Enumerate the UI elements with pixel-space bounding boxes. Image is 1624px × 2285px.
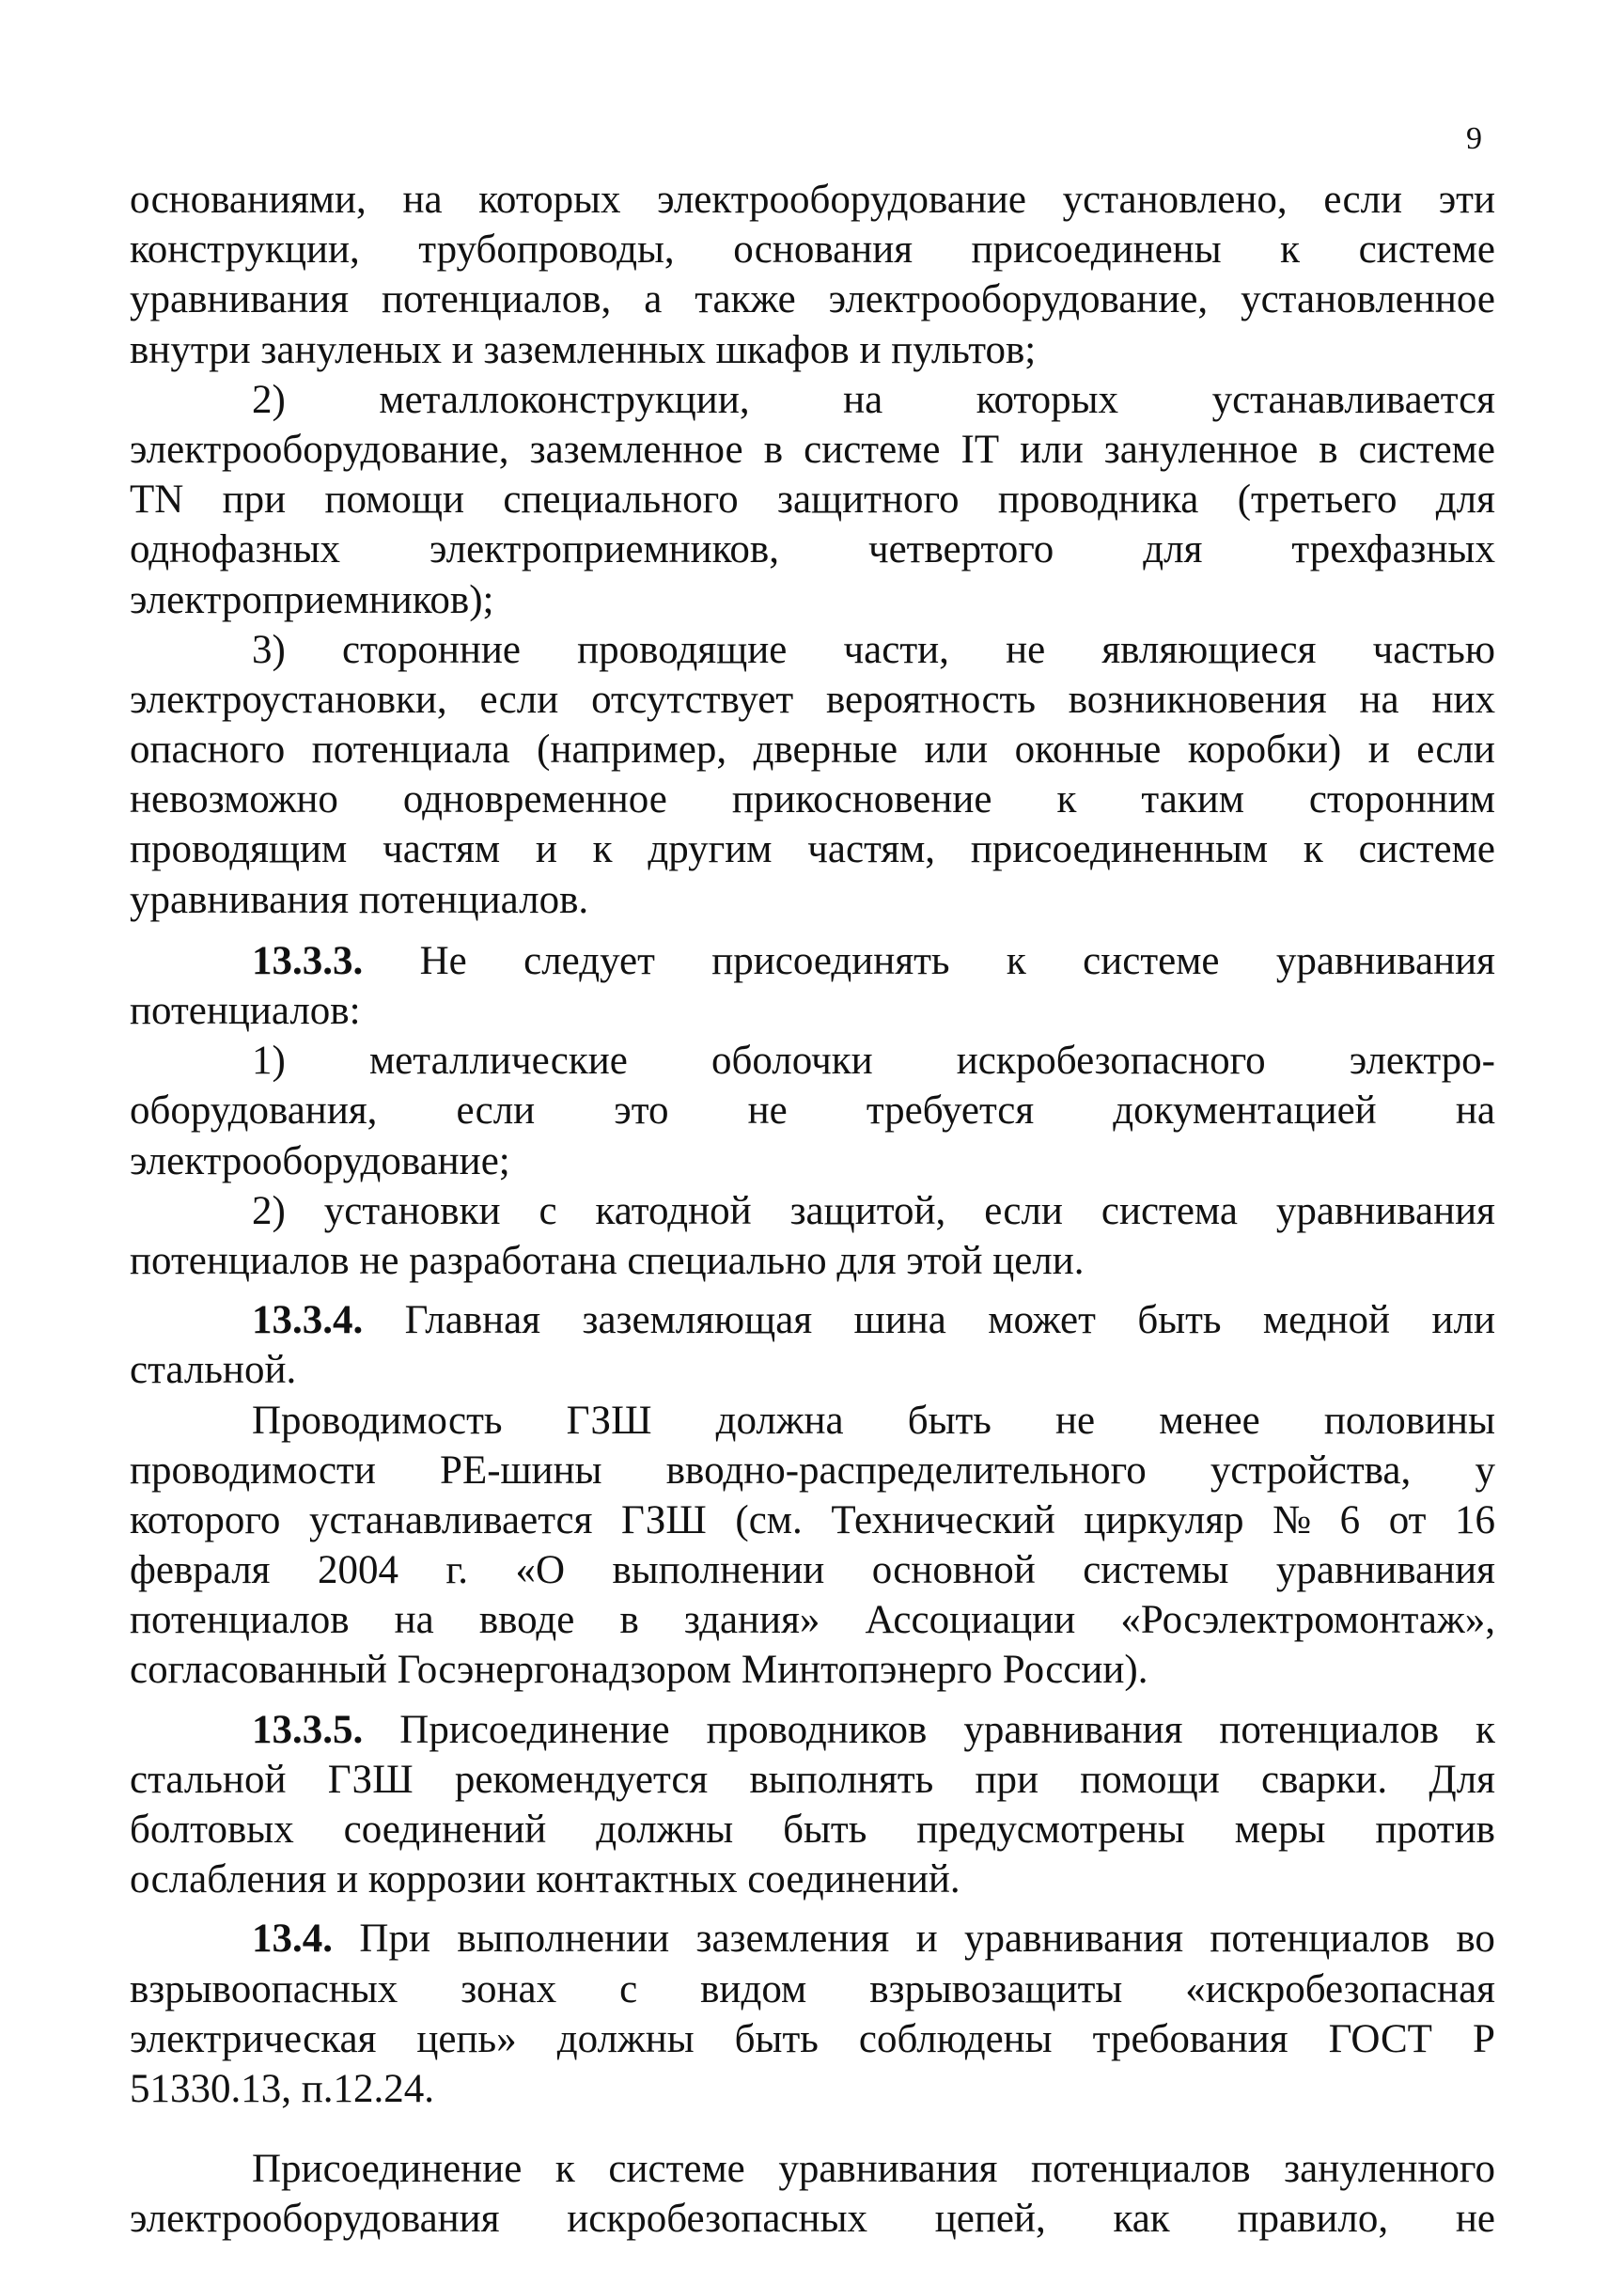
word: электрическая <box>130 2016 377 2061</box>
word: предусмотрены <box>916 1808 1185 1852</box>
word: для <box>1435 477 1495 523</box>
word: не <box>1006 627 1046 672</box>
word: установки <box>323 1188 501 1233</box>
word: (см. <box>735 1497 803 1542</box>
word: проводящим <box>130 827 348 872</box>
word: основаниями, <box>130 178 367 222</box>
word: Р <box>1473 2016 1495 2061</box>
word: быть <box>1137 1298 1222 1343</box>
word: таким <box>1141 777 1244 822</box>
word: Проводимость <box>252 1398 503 1443</box>
line-text: электроприемников); <box>130 577 494 622</box>
word: устройства, <box>1210 1448 1412 1493</box>
word: медной <box>1262 1298 1391 1343</box>
text-line <box>130 875 1495 925</box>
document-body <box>130 175 1495 2245</box>
word: на <box>394 1598 434 1643</box>
word: февраля <box>130 1548 271 1593</box>
word: меры <box>1234 1808 1326 1852</box>
text-line <box>130 625 1495 675</box>
word: выполнении <box>457 1917 670 1962</box>
page-number: 9 <box>1466 121 1482 156</box>
word: и <box>1367 728 1390 773</box>
word: оборудования, <box>130 1088 378 1134</box>
text-line <box>130 1755 1495 1805</box>
word: 13.3.3. <box>252 938 364 983</box>
text-line <box>130 936 1495 986</box>
word: проводящие <box>577 627 788 672</box>
text-line <box>130 2064 1495 2114</box>
word: 3) <box>252 627 286 672</box>
word: 2004 <box>317 1548 398 1593</box>
word: сторонние <box>342 627 521 672</box>
word: сварки. <box>1261 1757 1388 1802</box>
text-line <box>130 1495 1495 1545</box>
word: электроприемников, <box>429 527 779 572</box>
word: потенциалов <box>1219 1707 1440 1752</box>
word: вводе <box>478 1598 575 1643</box>
text-line <box>130 1295 1495 1345</box>
text-line <box>130 524 1495 574</box>
word: Присоединение <box>399 1707 670 1752</box>
word: на <box>843 377 883 422</box>
word: требуется <box>866 1088 1035 1134</box>
word: искробезопасного <box>956 1039 1266 1084</box>
word: при <box>222 477 287 523</box>
word: к <box>592 827 613 872</box>
line-text: ослабления и коррозии контактных соединений. <box>130 1857 960 1902</box>
word: выполнении <box>612 1548 825 1593</box>
word: не <box>1055 1398 1096 1443</box>
word: прикосновение <box>731 777 992 822</box>
word: основания <box>733 227 913 273</box>
line-text: потенциалов: <box>130 989 361 1033</box>
word: установлено, <box>1062 178 1288 222</box>
text-line <box>130 425 1495 475</box>
text-line <box>130 1805 1495 1855</box>
text-line <box>130 824 1495 874</box>
word: во <box>1456 1917 1495 1962</box>
word: или <box>1020 427 1084 472</box>
word: заземленное <box>529 427 743 472</box>
word: отсутствует <box>591 677 794 722</box>
word: при <box>975 1757 1039 1802</box>
word: с <box>539 1188 557 1233</box>
paragraph-gap <box>130 1696 1495 1705</box>
text-line <box>130 225 1495 274</box>
word: рекомендуется <box>454 1757 709 1802</box>
word: на <box>1359 677 1399 722</box>
word: с <box>619 1966 638 2011</box>
word: основной <box>871 1548 1036 1593</box>
word: части, <box>843 627 949 672</box>
word: и <box>915 1917 938 1962</box>
word: менее <box>1159 1398 1260 1443</box>
word: на <box>1455 1088 1495 1134</box>
text-line <box>130 775 1495 824</box>
word: зануленного <box>1284 2147 1495 2192</box>
text-line <box>130 1036 1495 1086</box>
text-line <box>130 986 1495 1036</box>
word: ГЗШ <box>327 1757 414 1802</box>
text-line <box>130 1236 1495 1286</box>
word: 16 <box>1455 1497 1495 1542</box>
word: TN <box>130 477 184 523</box>
word: конструкции, <box>130 227 360 273</box>
word: 2) <box>252 377 286 422</box>
word: уравнивания <box>130 277 350 322</box>
word: должны <box>556 2016 695 2061</box>
text-line <box>130 1705 1495 1755</box>
word: 1) <box>252 1039 286 1084</box>
word: вводно-распределительного <box>665 1448 1147 1493</box>
word: взрывоопасных <box>130 1966 398 2011</box>
word: дверные <box>753 728 898 773</box>
word: эти <box>1438 178 1495 222</box>
paragraph-gap <box>130 2114 1495 2144</box>
word: четвертого <box>867 527 1054 572</box>
word: 6 <box>1339 1497 1361 1542</box>
line-text: внутри зануленых и заземленных шкафов и пультов; <box>130 327 1037 372</box>
word: системе <box>804 427 941 472</box>
word: г. <box>445 1548 468 1593</box>
word: быть <box>783 1808 867 1852</box>
paragraph-gap <box>130 1286 1495 1295</box>
paragraph-gap <box>130 925 1495 936</box>
word: шина <box>853 1298 946 1343</box>
word: ГЗШ <box>620 1497 707 1542</box>
word: уравнивания <box>1275 938 1495 983</box>
word: потенциалов <box>130 1598 350 1643</box>
word: быть <box>907 1398 992 1443</box>
text-line <box>130 1645 1495 1695</box>
word: если <box>1416 728 1495 773</box>
word: к <box>554 2147 575 2192</box>
word: невозможно <box>130 777 338 822</box>
word: частью <box>1372 627 1495 672</box>
line-text: 51330.13, п.12.24. <box>130 2066 435 2111</box>
text-line <box>130 1545 1495 1595</box>
text-line <box>130 2014 1495 2064</box>
word: болтовых <box>130 1808 294 1852</box>
word: 2) <box>252 1188 286 1233</box>
word: у <box>1475 1448 1495 1493</box>
word: «искробезопасная <box>1185 1966 1495 2011</box>
word: них <box>1431 677 1495 722</box>
word: в <box>619 1598 639 1643</box>
word: однофазных <box>130 527 340 572</box>
text-line <box>130 1855 1495 1904</box>
word: к <box>1303 827 1323 872</box>
word: которых <box>976 377 1119 422</box>
word: не <box>1455 2197 1495 2242</box>
word: уравнивания <box>1275 1188 1495 1233</box>
word: системы <box>1083 1548 1229 1593</box>
word: специального <box>503 477 739 523</box>
word: должны <box>596 1808 734 1852</box>
word: частям <box>383 827 501 872</box>
word: соединений <box>343 1808 547 1852</box>
word: если <box>456 1088 536 1134</box>
word: ГЗШ <box>566 1398 652 1443</box>
word: ГОСТ <box>1328 2016 1432 2061</box>
word: к <box>1280 227 1301 273</box>
word: электрооборудование, <box>130 427 509 472</box>
text-line <box>130 2144 1495 2194</box>
word: частям, <box>807 827 936 872</box>
word: искробезопасных <box>567 2197 867 2242</box>
word: уравнивания <box>963 1707 1183 1752</box>
text-line <box>130 1595 1495 1645</box>
line-text: потенциалов не разработана специально для этой цели. <box>130 1238 1085 1283</box>
word: к <box>1056 777 1077 822</box>
word: другим <box>648 827 773 872</box>
word: системе <box>1083 938 1220 983</box>
word: половины <box>1323 1398 1495 1443</box>
word: трубопроводы, <box>418 227 675 273</box>
text-line <box>130 1136 1495 1186</box>
word: если <box>479 677 559 722</box>
word: взрывозащиты <box>869 1966 1123 2011</box>
word: система <box>1101 1188 1238 1233</box>
word: устанавливается <box>309 1497 593 1542</box>
text-line <box>130 1345 1495 1395</box>
word: может <box>988 1298 1096 1343</box>
word: выполнять <box>749 1757 934 1802</box>
word: «О <box>515 1548 566 1593</box>
text-line <box>130 1446 1495 1495</box>
word: системе <box>1358 827 1495 872</box>
word: При <box>359 1917 430 1962</box>
word: соблюдены <box>858 2016 1053 2061</box>
word: помощи <box>324 477 465 523</box>
word: как <box>1113 2197 1170 2242</box>
word: являющиеся <box>1101 627 1317 672</box>
text-line <box>130 175 1495 225</box>
word: возникновения <box>1068 677 1327 722</box>
word: также <box>695 277 796 322</box>
word: против <box>1375 1808 1495 1852</box>
word: циркуляр <box>1084 1497 1244 1542</box>
word: помощи <box>1080 1757 1220 1802</box>
word: защитой, <box>789 1188 946 1233</box>
text-line <box>130 725 1495 775</box>
word: присоединенным <box>970 827 1269 872</box>
word: присоединены <box>971 227 1222 273</box>
word: потенциалов <box>1210 1917 1430 1962</box>
word: проводника <box>997 477 1199 523</box>
word: не <box>747 1088 788 1134</box>
word: присоединять <box>711 938 950 983</box>
word: «Росэлектромонтаж», <box>1120 1598 1495 1643</box>
text-line <box>130 325 1495 375</box>
word: металлоконструкции, <box>379 377 750 422</box>
word: к <box>1476 1707 1495 1752</box>
text-line <box>130 575 1495 625</box>
word: 13.4. <box>252 1917 333 1962</box>
word: стальной <box>130 1757 287 1802</box>
word: цепь» <box>416 2016 517 2061</box>
word: или <box>924 728 989 773</box>
word: защитного <box>776 477 960 523</box>
word: если <box>984 1188 1063 1233</box>
line-text: уравнивания потенциалов. <box>130 877 589 922</box>
word: электроустановки, <box>130 677 447 722</box>
text-line <box>130 274 1495 324</box>
word: в <box>763 427 784 472</box>
word: электрооборудование <box>657 178 1026 222</box>
text-line <box>130 475 1495 524</box>
word: должна <box>715 1398 844 1443</box>
word: устанавливается <box>1211 377 1495 422</box>
word: потенциала <box>311 728 510 773</box>
line-text: электрооборудование; <box>130 1138 510 1183</box>
text-line <box>130 2194 1495 2244</box>
word: для <box>1143 527 1203 572</box>
word: уравнивания <box>1275 1548 1495 1593</box>
word: Технический <box>831 1497 1055 1542</box>
word: 13.3.5. <box>252 1707 364 1752</box>
word: или <box>1431 1298 1495 1343</box>
word: если <box>1323 178 1403 222</box>
word: электрооборудования <box>130 2197 500 2242</box>
word: следует <box>523 938 655 983</box>
word: уравнивания <box>778 2147 998 2192</box>
word: РЕ-шины <box>440 1448 602 1493</box>
line-text: согласованный Госэнергонадзором Минтопэнерго России). <box>130 1648 1148 1693</box>
word: оконные <box>1014 728 1162 773</box>
word: сторонним <box>1308 777 1495 822</box>
word: уравнивания <box>963 1917 1184 1962</box>
text-line <box>130 375 1495 425</box>
word: к <box>1006 938 1026 983</box>
text-line <box>130 675 1495 725</box>
text-line <box>130 1914 1495 1964</box>
text-line <box>130 1964 1495 2014</box>
word: Не <box>419 938 467 983</box>
text-line <box>130 1086 1495 1135</box>
word: Ассоциации <box>865 1598 1076 1643</box>
word: на <box>402 178 443 222</box>
word: 13.3.4. <box>252 1298 364 1343</box>
word: Главная <box>404 1298 541 1343</box>
word: от <box>1388 1497 1427 1542</box>
word: которых <box>478 178 621 222</box>
word: а <box>644 277 663 322</box>
word: одновременное <box>402 777 667 822</box>
word: установленное <box>1241 277 1495 322</box>
word: которого <box>130 1497 281 1542</box>
word: зонах <box>461 1966 557 2011</box>
word: требования <box>1092 2016 1288 2061</box>
word: и <box>535 827 557 872</box>
word: цепей, <box>934 2197 1046 2242</box>
word: в <box>1319 427 1338 472</box>
text-line <box>130 1186 1495 1236</box>
word: заземляющая <box>582 1298 813 1343</box>
word: системе <box>1358 427 1495 472</box>
word: коробки) <box>1187 728 1342 773</box>
word: металлические <box>368 1039 628 1084</box>
line-text: стальной. <box>130 1348 297 1393</box>
word: Присоединение <box>252 2147 523 2192</box>
word: зануленное <box>1103 427 1299 472</box>
word: это <box>614 1088 669 1134</box>
word: вероятность <box>826 677 1036 722</box>
word: Для <box>1429 1757 1495 1802</box>
word: № <box>1273 1497 1312 1542</box>
word: системе <box>1358 227 1495 273</box>
word: опасного <box>130 728 286 773</box>
word: (например, <box>537 728 727 773</box>
word: (третьего <box>1237 477 1398 523</box>
word: потенциалов <box>1030 2147 1251 2192</box>
word: катодной <box>595 1188 752 1233</box>
word: системе <box>608 2147 745 2192</box>
word: документацией <box>1113 1088 1377 1134</box>
paragraph-gap <box>130 1904 1495 1914</box>
word: правило, <box>1237 2197 1389 2242</box>
word: проводимости <box>130 1448 376 1493</box>
word: электрооборудование, <box>828 277 1209 322</box>
word: заземления <box>695 1917 890 1962</box>
word: трехфазных <box>1291 527 1495 572</box>
word: IT <box>960 427 1000 472</box>
word: быть <box>734 2016 819 2061</box>
word: здания» <box>683 1598 820 1643</box>
word: потенциалов, <box>381 277 612 322</box>
text-line <box>130 1396 1495 1446</box>
word: электро- <box>1349 1039 1495 1084</box>
word: видом <box>700 1966 807 2011</box>
word: проводников <box>706 1707 928 1752</box>
word: оболочки <box>710 1039 873 1084</box>
